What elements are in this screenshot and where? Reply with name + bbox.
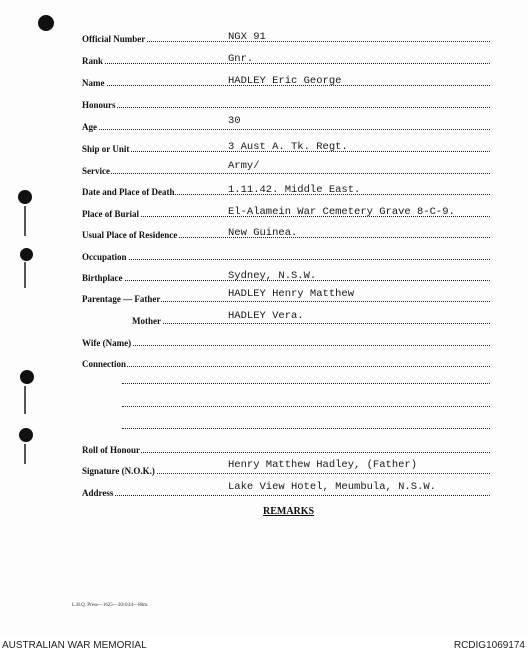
printer-imprint: L.H.Q. Press—1625—30/4/44—80m. [72, 603, 149, 608]
field-roll-of-honour [82, 441, 490, 455]
field-occupation [82, 248, 490, 262]
archive-name: AUSTRALIAN WAR MEMORIAL [2, 640, 147, 651]
field-value: HADLEY Eric George [228, 75, 342, 87]
field-usual-residence [82, 226, 490, 240]
field-birthplace [82, 269, 490, 283]
field-value: 30 [228, 115, 241, 127]
field-label: Honours [82, 100, 116, 110]
punch-hole [19, 428, 33, 442]
field-label: Mother [132, 316, 161, 326]
field-label: Service [82, 166, 110, 176]
field-place-of-burial [82, 205, 490, 219]
field-mother [132, 312, 490, 326]
punch-hole [20, 248, 33, 261]
field-rank [82, 52, 490, 66]
field-label: Place of Burial [82, 209, 139, 219]
field-service [82, 162, 490, 176]
record-id: RCDIG1069174 [453, 640, 525, 651]
binder-mark [24, 386, 26, 414]
field-label: Age [82, 122, 97, 132]
field-value: HADLEY Henry Matthew [228, 288, 355, 300]
field-value: New Guinea. [228, 227, 298, 239]
field-value: Henry Matthew Hadley, (Father) [228, 459, 418, 471]
field-age [82, 115, 490, 132]
field-value: 3 Aust A. Tk. Regt. [228, 141, 348, 153]
field-label: Birthplace [82, 273, 123, 283]
remarks-heading: REMARKS [263, 506, 315, 517]
field-name [82, 74, 490, 88]
binder-mark [24, 444, 26, 464]
field-ship-or-unit [82, 140, 490, 154]
field-value: 1.11.42. Middle East. [228, 184, 361, 196]
field-label: Rank [82, 56, 104, 66]
field-label: Connection [82, 359, 127, 369]
field-label: Wife (Name) [82, 338, 132, 348]
punch-hole [38, 15, 54, 31]
binder-mark [24, 206, 26, 236]
blank-line [122, 428, 490, 429]
field-wife [82, 334, 490, 348]
field-value: NGX 91 [228, 31, 266, 43]
field-value: El-Alamein War Cemetery Grave 8-C-9. [228, 206, 455, 218]
field-label: Date and Place of Death [82, 187, 175, 197]
blank-line [122, 406, 490, 407]
field-value: HADLEY Vera. [228, 310, 304, 322]
field-label: Official Number [82, 34, 146, 44]
field-honours [82, 96, 490, 110]
field-date-place-death [82, 183, 490, 197]
field-label: Parentage — Father [82, 294, 161, 304]
field-label: Address [82, 488, 114, 498]
field-signature-nok [82, 459, 490, 476]
punch-hole [20, 370, 34, 384]
field-label: Name [82, 78, 105, 88]
field-label: Usual Place of Residence [82, 230, 178, 240]
field-label: Roll of Honour [82, 445, 141, 455]
field-label: Occupation [82, 252, 127, 262]
field-value: Lake View Hotel, Meumbula, N.S.W. [228, 481, 436, 493]
binder-mark [24, 262, 26, 288]
archive-footer [0, 636, 528, 654]
field-parentage-father [82, 290, 490, 304]
field-label: Ship or Unit [82, 144, 130, 154]
field-value: Army/ [228, 160, 260, 172]
punch-hole [18, 190, 32, 204]
field-address [82, 481, 490, 498]
field-value: Gnr. [228, 53, 254, 65]
field-value: Sydney, N.S.W. [228, 270, 317, 282]
blank-line [122, 383, 490, 384]
field-connection [82, 355, 490, 369]
field-official-number [82, 30, 490, 44]
field-label: Signature (N.O.K.) [82, 466, 155, 476]
